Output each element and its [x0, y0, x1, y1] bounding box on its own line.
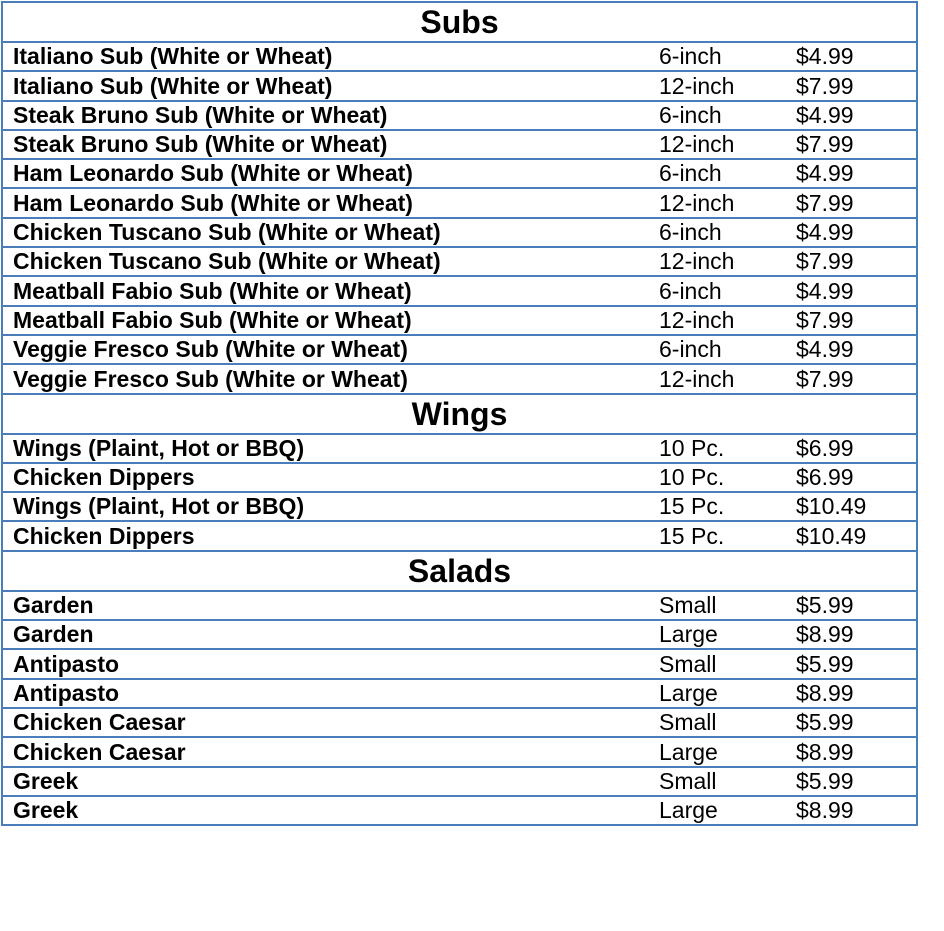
item-price: $8.99 [794, 620, 917, 649]
menu-item-row [2, 796, 917, 825]
item-name: Antipasto [2, 679, 657, 708]
item-size: Large [657, 737, 794, 766]
item-name: Chicken Tuscano Sub (White or Wheat) [2, 247, 657, 276]
menu-item-row [2, 521, 917, 550]
item-size: 12-inch [657, 188, 794, 217]
item-name: Italiano Sub (White or Wheat) [2, 42, 657, 71]
menu-item-row [2, 591, 917, 620]
item-size: 12-inch [657, 247, 794, 276]
item-price: $8.99 [794, 796, 917, 825]
item-size: 12-inch [657, 364, 794, 393]
section-header-salads [2, 551, 917, 591]
item-size: 6-inch [657, 218, 794, 247]
menu-item-row [2, 434, 917, 463]
item-price: $6.99 [794, 434, 917, 463]
item-name: Ham Leonardo Sub (White or Wheat) [2, 159, 657, 188]
item-price: $7.99 [794, 130, 917, 159]
item-name: Chicken Tuscano Sub (White or Wheat) [2, 218, 657, 247]
menu-item-row [2, 42, 917, 71]
item-size: Small [657, 708, 794, 737]
menu-item-row [2, 649, 917, 678]
item-name: Garden [2, 620, 657, 649]
section-title: Salads [2, 551, 917, 591]
item-size: Small [657, 767, 794, 796]
item-name: Steak Bruno Sub (White or Wheat) [2, 130, 657, 159]
menu-item-row [2, 364, 917, 393]
item-price: $10.49 [794, 521, 917, 550]
item-size: Large [657, 620, 794, 649]
item-price: $7.99 [794, 71, 917, 100]
item-size: Large [657, 679, 794, 708]
menu-item-row [2, 101, 917, 130]
item-price: $5.99 [794, 767, 917, 796]
item-name: Wings (Plaint, Hot or BBQ) [2, 492, 657, 521]
menu-item-row [2, 737, 917, 766]
item-name: Ham Leonardo Sub (White or Wheat) [2, 188, 657, 217]
item-price: $6.99 [794, 463, 917, 492]
item-price: $4.99 [794, 101, 917, 130]
item-price: $4.99 [794, 276, 917, 305]
section-header-wings [2, 394, 917, 434]
item-name: Italiano Sub (White or Wheat) [2, 71, 657, 100]
item-name: Veggie Fresco Sub (White or Wheat) [2, 335, 657, 364]
item-price: $10.49 [794, 492, 917, 521]
section-title: Subs [2, 2, 917, 42]
item-name: Chicken Caesar [2, 708, 657, 737]
item-price: $4.99 [794, 218, 917, 247]
menu-item-row [2, 708, 917, 737]
menu-table-body [2, 2, 917, 825]
menu-item-row [2, 335, 917, 364]
item-price: $8.99 [794, 679, 917, 708]
item-size: 10 Pc. [657, 463, 794, 492]
menu-item-row [2, 767, 917, 796]
menu-item-row [2, 620, 917, 649]
item-size: Large [657, 796, 794, 825]
menu-item-row [2, 188, 917, 217]
menu-item-row [2, 71, 917, 100]
section-title: Wings [2, 394, 917, 434]
item-name: Chicken Caesar [2, 737, 657, 766]
item-name: Steak Bruno Sub (White or Wheat) [2, 101, 657, 130]
item-price: $7.99 [794, 247, 917, 276]
item-name: Antipasto [2, 649, 657, 678]
item-size: Small [657, 591, 794, 620]
item-size: 6-inch [657, 101, 794, 130]
menu-item-row [2, 492, 917, 521]
item-price: $5.99 [794, 649, 917, 678]
item-name: Greek [2, 796, 657, 825]
item-name: Meatball Fabio Sub (White or Wheat) [2, 306, 657, 335]
menu-item-row [2, 159, 917, 188]
item-name: Greek [2, 767, 657, 796]
item-size: 12-inch [657, 130, 794, 159]
item-price: $7.99 [794, 364, 917, 393]
item-name: Chicken Dippers [2, 521, 657, 550]
item-price: $8.99 [794, 737, 917, 766]
item-size: 6-inch [657, 159, 794, 188]
item-name: Meatball Fabio Sub (White or Wheat) [2, 276, 657, 305]
menu-item-row [2, 463, 917, 492]
menu-item-row [2, 306, 917, 335]
menu-table [1, 1, 918, 826]
item-price: $4.99 [794, 159, 917, 188]
item-price: $5.99 [794, 591, 917, 620]
menu-item-row [2, 276, 917, 305]
item-price: $7.99 [794, 188, 917, 217]
menu-item-row [2, 218, 917, 247]
item-size: Small [657, 649, 794, 678]
item-size: 12-inch [657, 71, 794, 100]
item-size: 15 Pc. [657, 521, 794, 550]
item-size: 10 Pc. [657, 434, 794, 463]
item-name: Veggie Fresco Sub (White or Wheat) [2, 364, 657, 393]
item-name: Garden [2, 591, 657, 620]
item-price: $4.99 [794, 42, 917, 71]
item-name: Chicken Dippers [2, 463, 657, 492]
item-size: 6-inch [657, 276, 794, 305]
item-price: $7.99 [794, 306, 917, 335]
menu-item-row [2, 247, 917, 276]
item-size: 6-inch [657, 335, 794, 364]
menu-item-row [2, 679, 917, 708]
item-size: 12-inch [657, 306, 794, 335]
section-header-subs [2, 2, 917, 42]
item-name: Wings (Plaint, Hot or BBQ) [2, 434, 657, 463]
item-price: $4.99 [794, 335, 917, 364]
item-size: 6-inch [657, 42, 794, 71]
menu-item-row [2, 130, 917, 159]
item-price: $5.99 [794, 708, 917, 737]
item-size: 15 Pc. [657, 492, 794, 521]
